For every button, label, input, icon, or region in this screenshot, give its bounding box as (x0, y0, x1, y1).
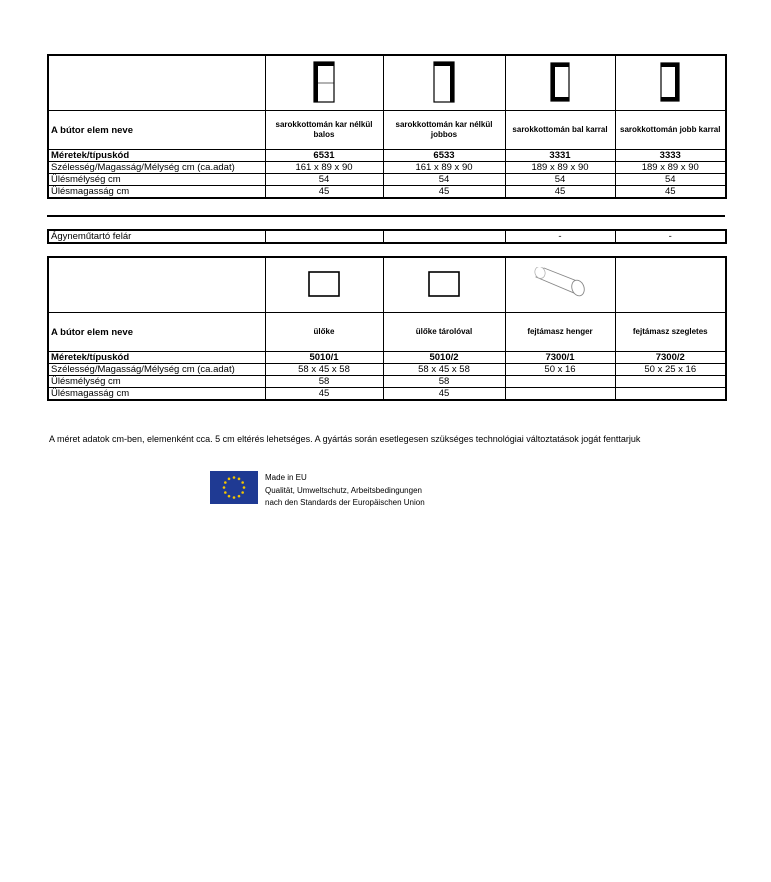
cell-storage (265, 230, 383, 243)
eu-star (243, 486, 246, 489)
eu-star (228, 478, 231, 481)
row-label-name: A bútor elem neve (48, 313, 265, 352)
image-cell (383, 55, 505, 111)
cell-code: 7300/2 (615, 352, 726, 364)
cell-code: 3333 (615, 150, 726, 162)
cell-seat-depth: 54 (265, 174, 383, 186)
row-label-dims: Szélesség/Magasság/Mélység cm (ca.adat) (48, 162, 265, 174)
row-label-seat-height: Ülésmagasság cm (48, 388, 265, 401)
cell-seat-height: 45 (383, 186, 505, 199)
cell-seat-depth: 58 (383, 376, 505, 388)
cell-dims: 50 x 16 (505, 364, 615, 376)
image-cell (505, 55, 615, 111)
cell-seat-depth: 54 (505, 174, 615, 186)
cell-dims: 58 x 45 x 58 (383, 364, 505, 376)
corner-sofa-left-arm-icon (550, 62, 570, 102)
row-label-seat-depth: Ülésmélység cm (48, 174, 265, 186)
row-label-code: Méretek/típuskód (48, 352, 265, 364)
cell-code: 5010/1 (265, 352, 383, 364)
eu-line-1: Made in EU (265, 473, 307, 482)
column-header: sarokkottomán jobb karral (615, 111, 726, 150)
pouf-storage-icon (428, 271, 460, 297)
cell-seat-depth (615, 376, 726, 388)
cell-dims: 50 x 25 x 16 (615, 364, 726, 376)
cell-code: 6531 (265, 150, 383, 162)
storage-surcharge-table (47, 229, 727, 244)
eu-line-3: nach den Standards der Europäischen Union (265, 498, 425, 507)
cell-seat-height: 45 (265, 186, 383, 199)
eu-flag-icon (210, 471, 258, 504)
accessories-table (47, 256, 727, 401)
eu-statement (265, 472, 425, 510)
row-label-dims: Szélesség/Magasság/Mélység cm (ca.adat) (48, 364, 265, 376)
eu-star (224, 481, 227, 484)
eu-star (233, 496, 236, 499)
column-header: fejtámasz henger (505, 313, 615, 352)
cell-dims: 58 x 45 x 58 (265, 364, 383, 376)
eu-star (228, 495, 231, 498)
cylinder-headrest-icon (532, 267, 588, 301)
eu-star (238, 478, 241, 481)
cell-dims: 161 x 89 x 90 (383, 162, 505, 174)
corner-sofa-table (47, 54, 727, 199)
eu-star (241, 481, 244, 484)
cell-storage (383, 230, 505, 243)
cell-dims: 161 x 89 x 90 (265, 162, 383, 174)
image-cell (383, 257, 505, 313)
footnote: A méret adatok cm-ben, elemenként cca. 5 cm eltérés lehetséges. A gyártás során esetlegesen szükséges technológiai változtatások jogát fenttarjuk (49, 434, 641, 444)
row-label-seat-depth: Ülésmélység cm (48, 376, 265, 388)
cell-seat-height (505, 388, 615, 401)
row-label-storage: Ágyneműtartó felár (48, 230, 265, 243)
row-label-seat-height: Ülésmagasság cm (48, 186, 265, 199)
cell-dims: 189 x 89 x 90 (615, 162, 726, 174)
eu-line-2: Qualität, Umweltschutz, Arbeitsbedingungen (265, 485, 422, 495)
cell-dims: 189 x 89 x 90 (505, 162, 615, 174)
empty-header-cell (48, 55, 265, 111)
cell-seat-depth: 54 (383, 174, 505, 186)
image-cell (615, 55, 726, 111)
eu-star (223, 486, 226, 489)
eu-star (241, 491, 244, 494)
cell-seat-depth (505, 376, 615, 388)
cell-code: 7300/1 (505, 352, 615, 364)
cell-seat-depth: 58 (265, 376, 383, 388)
cell-code: 6533 (383, 150, 505, 162)
pouf-icon (308, 271, 340, 297)
cell-code: 3331 (505, 150, 615, 162)
eu-star (224, 491, 227, 494)
corner-sofa-right-arm-icon (660, 62, 680, 102)
image-cell (265, 55, 383, 111)
cell-storage: - (615, 230, 726, 243)
cell-seat-height: 45 (505, 186, 615, 199)
image-cell (505, 257, 615, 313)
column-header: ülőke tárolóval (383, 313, 505, 352)
eu-star (238, 495, 241, 498)
cell-seat-depth: 54 (615, 174, 726, 186)
cell-storage: - (505, 230, 615, 243)
row-label-code: Méretek/típuskód (48, 150, 265, 162)
column-header: sarokkottomán kar nélkül balos (265, 111, 383, 150)
cell-seat-height (615, 388, 726, 401)
eu-star (233, 476, 236, 479)
column-header: fejtámasz szegletes (615, 313, 726, 352)
empty-header-cell (48, 257, 265, 313)
cell-seat-height: 45 (615, 186, 726, 199)
cell-code: 5010/2 (383, 352, 505, 364)
column-header: sarokkottomán bal karral (505, 111, 615, 150)
image-cell (615, 257, 726, 313)
cell-seat-height: 45 (265, 388, 383, 401)
column-header: ülőke (265, 313, 383, 352)
column-header: sarokkottomán kar nélkül jobbos (383, 111, 505, 150)
row-label-name: A bútor elem neve (48, 111, 265, 150)
image-cell (265, 257, 383, 313)
cell-seat-height: 45 (383, 388, 505, 401)
section-divider (47, 215, 725, 217)
corner-sofa-left-no-arm-icon (313, 61, 335, 103)
corner-sofa-right-no-arm-icon (433, 61, 455, 103)
